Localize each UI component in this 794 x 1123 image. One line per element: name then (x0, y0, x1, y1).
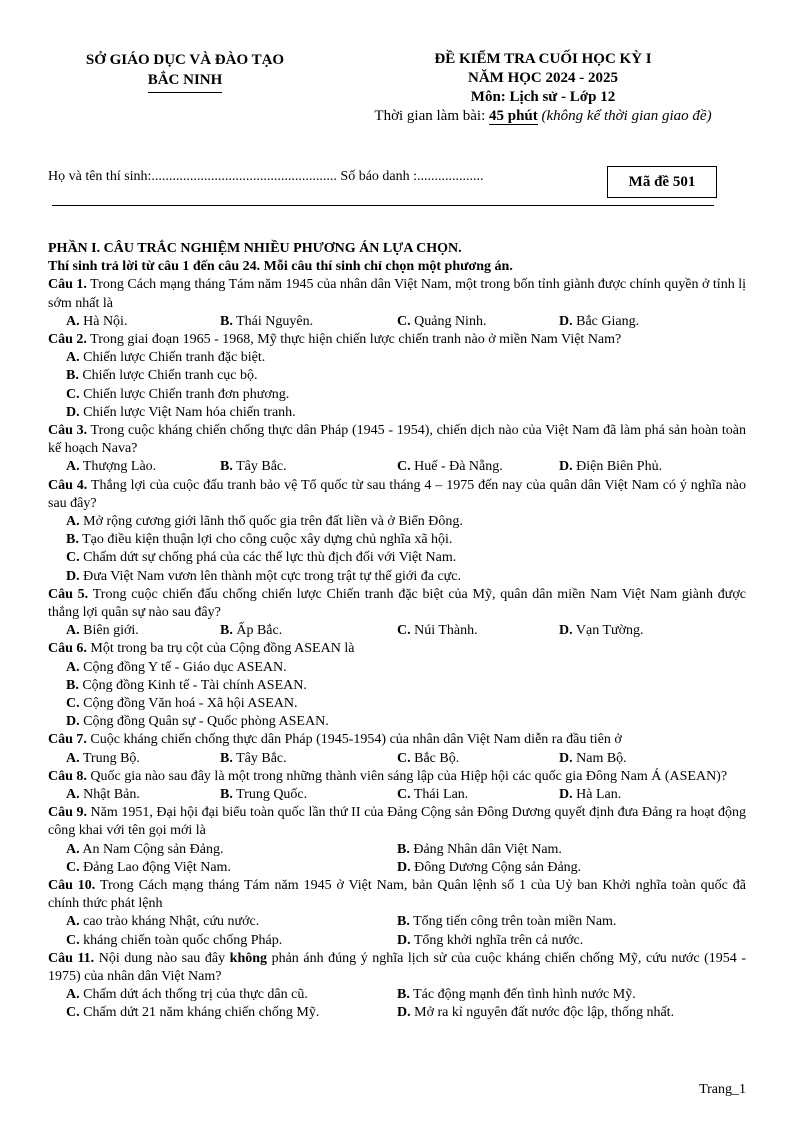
option-text: Cộng đồng Y tế - Giáo dục ASEAN. (79, 659, 287, 675)
option-text: Vạn Tường. (572, 623, 644, 639)
question-number: Câu 4. (48, 477, 88, 493)
option-text: Bắc Bộ. (410, 750, 460, 766)
answer-option (48, 713, 746, 731)
option-label: A. (66, 750, 80, 766)
question-5 (48, 586, 746, 641)
option-text: Chấm dứt ách thống trị của thực dân cũ. (79, 987, 308, 1003)
question-text: Quốc gia nào sau đây là một trong những thành viên sáng lập của Hiệp hội các quốc gia Đông Nam Á (ASEAN)? (86, 768, 728, 784)
answer-option (559, 786, 621, 804)
answer-option (220, 786, 307, 804)
question-stem (48, 804, 746, 840)
answer-option (66, 750, 140, 768)
question-stem (48, 422, 746, 458)
answer-option (559, 458, 662, 476)
answer-option (66, 986, 308, 1004)
answer-option (48, 659, 746, 677)
option-label: C. (66, 386, 80, 402)
option-label: B. (220, 623, 233, 639)
option-label: B. (66, 532, 79, 548)
option-text: Đảng Nhân dân Việt Nam. (409, 841, 562, 857)
question-text: Thắng lợi của cuộc đấu tranh bảo vệ Tổ quốc từ sau tháng 4 – 1975 đến nay của quân dân Việt Nam có ý nghĩa nào sau đây? (48, 477, 746, 511)
answer-option (220, 750, 287, 768)
option-label: B. (220, 459, 233, 475)
question-3 (48, 422, 746, 477)
option-text: Trung Bộ. (79, 750, 140, 766)
answer-option (397, 622, 478, 640)
question-text: Một trong ba trụ cột của Cộng đồng ASEAN là (86, 641, 355, 657)
option-label: D. (66, 714, 80, 730)
header-left (48, 50, 322, 93)
answer-option (397, 313, 486, 331)
option-label: A. (66, 459, 80, 475)
question-list (48, 276, 746, 1022)
question-number: Câu 5. (48, 586, 89, 602)
answer-option (559, 313, 639, 331)
option-text: Nhật Bản. (79, 787, 140, 803)
question-number: Câu 6. (48, 641, 87, 657)
option-label: B. (66, 677, 79, 693)
question-1 (48, 276, 746, 331)
option-text: Cộng đồng Văn hoá - Xã hội ASEAN. (79, 696, 298, 712)
answer-option (397, 841, 562, 859)
option-label: A. (66, 914, 80, 930)
answer-option (48, 386, 746, 404)
answer-row (48, 841, 746, 859)
option-label: A. (66, 623, 80, 639)
option-label: C. (66, 1005, 80, 1021)
answer-option (66, 859, 231, 877)
question-text: Cuộc kháng chiến chống thực dân Pháp (1945-1954) của nhân dân Việt Nam diễn ra đầu tiên ở (86, 732, 622, 748)
question-6 (48, 640, 746, 731)
option-label: B. (220, 313, 233, 329)
option-label: C. (66, 859, 80, 875)
question-8 (48, 768, 746, 804)
option-label: A. (66, 987, 80, 1003)
answer-option (66, 1004, 319, 1022)
option-label: C. (397, 459, 411, 475)
option-label: C. (397, 313, 411, 329)
option-label: D. (559, 313, 573, 329)
option-label: D. (559, 459, 573, 475)
option-label: B. (397, 841, 410, 857)
answer-option (559, 622, 644, 640)
option-text: Huế - Đà Nẵng. (410, 459, 503, 475)
header-right (340, 50, 746, 126)
option-text: Đưa Việt Nam vươn lên thành một cực trong trật tự thế giới đa cực. (79, 568, 461, 584)
question-stem (48, 477, 746, 513)
question-text: Trong Cách mạng tháng Tám năm 1945 ở Việt Nam, bản Quân lệnh số 1 của Uỷ ban Khởi nghĩa toàn quốc đã chính thức phát lệnh (48, 878, 746, 912)
option-text: Đảng Lao động Việt Nam. (79, 859, 231, 875)
answer-option (48, 349, 746, 367)
answer-option (220, 458, 287, 476)
question-9 (48, 804, 746, 877)
question-text: Năm 1951, Đại hội đại biểu toàn quốc lần thứ II của Đảng Cộng sản Đông Dương quyết định đưa Đảng ra hoạt động công khai với tên gọi mới là (48, 805, 746, 839)
question-stem (48, 950, 746, 986)
exam-code-box: Mã đề 501 (607, 166, 717, 198)
answer-option (66, 622, 139, 640)
option-label: D. (66, 568, 80, 584)
option-label: C. (397, 750, 411, 766)
answer-option (48, 695, 746, 713)
answer-option (48, 568, 746, 586)
question-11 (48, 950, 746, 1023)
subject-line: Môn: Lịch sử - Lớp 12 (470, 89, 616, 105)
question-emphasis: không (229, 950, 268, 966)
option-text: Tổng tiến công trên toàn miền Nam. (409, 914, 617, 930)
option-text: An Nam Cộng sản Đảng. (79, 841, 224, 857)
question-number: Câu 11. (48, 950, 95, 966)
option-text: Chấm dứt 21 năm kháng chiến chống Mỹ. (79, 1005, 320, 1021)
answer-option (220, 622, 282, 640)
question-stem (48, 276, 746, 312)
option-text: kháng chiến toàn quốc chống Pháp. (79, 932, 283, 948)
answer-row (48, 786, 746, 804)
answer-row (48, 750, 746, 768)
question-number: Câu 1. (48, 277, 87, 293)
answer-row (48, 859, 746, 877)
answer-option (66, 458, 156, 476)
answer-row (48, 622, 746, 640)
option-label: C. (66, 932, 80, 948)
option-text: Chiến lược Chiến tranh đơn phương. (79, 386, 290, 402)
option-label: D. (397, 859, 411, 875)
option-text: Ấp Bắc. (232, 623, 283, 639)
question-text: Trong giai đoạn 1965 - 1968, Mỹ thực hiện chiến lược chiến tranh nào ở miền Nam Việt Nam? (86, 332, 622, 347)
option-label: B. (220, 750, 233, 766)
option-label: D. (66, 404, 80, 420)
answer-option (397, 786, 468, 804)
answer-row (48, 313, 746, 331)
option-text: Tạo điều kiện thuận lợi cho công cuộc xây dựng chủ nghĩa xã hội. (78, 532, 453, 548)
option-text: Hà Nội. (79, 313, 128, 329)
question-text: Trong cuộc chiến đấu chống chiến lược Chiến tranh đặc biệt của Mỹ, quân dân miền Nam Việt Nam giành được thắng lợi quân sự nào sau đây? (48, 586, 746, 621)
answer-option (66, 841, 224, 859)
answer-option (48, 367, 746, 385)
option-text: Núi Thành. (410, 623, 478, 639)
answer-option (48, 404, 746, 422)
option-text: Thái Lan. (410, 787, 469, 803)
question-number: Câu 7. (48, 732, 87, 748)
option-label: C. (66, 696, 80, 712)
candidate-info-line: Họ và tên thí sinh:..................................................... Số báo danh :................... (48, 169, 484, 184)
time-line (340, 107, 746, 126)
option-text: Tây Bắc. (232, 459, 287, 475)
header-divider (52, 205, 714, 206)
option-label: A. (66, 350, 80, 366)
page-number: Trang_1 (699, 1082, 746, 1097)
option-label: A. (66, 514, 80, 530)
option-label: D. (559, 787, 573, 803)
question-stem (48, 768, 746, 786)
option-text: Bắc Giang. (572, 313, 640, 329)
option-text: Hà Lan. (572, 787, 622, 803)
option-text: Tổng khởi nghĩa trên cả nước. (410, 932, 584, 948)
option-label: B. (66, 368, 79, 384)
answer-row (48, 986, 746, 1004)
answer-row (48, 1004, 746, 1022)
option-text: Quảng Ninh. (410, 313, 487, 329)
answer-option (48, 531, 746, 549)
question-number: Câu 10. (48, 878, 96, 893)
answer-option (397, 986, 636, 1004)
answer-option (397, 913, 616, 931)
option-text: Mở rộng cương giới lãnh thổ quốc gia trên đất liền và ở Biển Đông. (79, 514, 463, 530)
part-title: PHẦN I. CÂU TRẮC NGHIỆM NHIỀU PHƯƠNG ÁN LỰA CHỌN. (48, 241, 462, 256)
answer-option (397, 932, 583, 950)
question-4 (48, 477, 746, 586)
option-text: Thượng Lào. (79, 459, 157, 475)
option-text: cao trào kháng Nhật, cứu nước. (79, 914, 260, 930)
question-number: Câu 8. (48, 768, 87, 784)
answer-option (397, 750, 459, 768)
option-text: Mở ra kỉ nguyên đất nước độc lập, thống nhất. (410, 1005, 675, 1021)
question-text: Nội dung nào sau đây (94, 950, 230, 966)
option-text: Cộng đồng Kinh tế - Tài chính ASEAN. (78, 677, 307, 693)
answer-option (66, 786, 140, 804)
time-prefix: Thời gian làm bài: (374, 108, 489, 124)
answer-row (48, 913, 746, 931)
answer-option (397, 859, 581, 877)
option-text: Chiến lược Chiến tranh cục bộ. (78, 368, 258, 384)
option-text: Đông Dương Cộng sản Đảng. (410, 859, 582, 875)
time-note: (không kể thời gian giao đề) (537, 108, 712, 124)
question-text: Trong Cách mạng tháng Tám năm 1945 của nhân dân Việt Nam, một trong bốn tỉnh giành được chính quyền ở tỉnh lị sớm nhất là (48, 277, 746, 311)
answer-option (220, 313, 313, 331)
question-2 (48, 331, 746, 422)
option-text: Chấm dứt sự chống phá của các thế lực thù địch đối với Việt Nam. (79, 550, 457, 566)
answer-option (66, 313, 127, 331)
time-value: 45 phút (489, 108, 538, 124)
option-label: B. (220, 787, 233, 803)
question-number: Câu 2. (48, 332, 87, 347)
question-10 (48, 877, 746, 950)
option-text: Tây Bắc. (232, 750, 287, 766)
answer-option (48, 513, 746, 531)
exam-title: ĐỀ KIỂM TRA CUỐI HỌC KỲ I (434, 51, 652, 67)
option-label: A. (66, 841, 80, 857)
answer-option (48, 549, 746, 567)
answer-option (66, 913, 259, 931)
option-label: B. (397, 987, 410, 1003)
option-label: D. (397, 1005, 411, 1021)
question-text: phản ánh đúng ý nghĩa lịch sử của cuộc kháng chiến chống Mỹ, cứu nước (1954 - 1975) của nhân dân Việt Nam? (48, 950, 746, 984)
question-stem (48, 640, 746, 658)
province-name: BẮC NINH (148, 70, 223, 93)
school-year: NĂM HỌC 2024 - 2025 (468, 70, 618, 86)
option-text: Thái Nguyên. (232, 313, 314, 329)
answer-row (48, 932, 746, 950)
option-label: C. (397, 623, 411, 639)
answer-option (397, 1004, 674, 1022)
option-label: D. (559, 750, 573, 766)
answer-row (48, 458, 746, 476)
question-text: Trong cuộc kháng chiến chống thực dân Pháp (1945 - 1954), chiến dịch nào của Việt Nam đã làm phá sản hoàn toàn kế hoạch Nava? (48, 423, 746, 457)
question-stem (48, 877, 746, 913)
option-text: Nam Bộ. (572, 750, 627, 766)
option-text: Tác động mạnh đến tình hình nước Mỹ. (409, 987, 636, 1003)
option-label: A. (66, 313, 80, 329)
answer-option (48, 677, 746, 695)
question-stem (48, 731, 746, 749)
exam-body (48, 240, 746, 1023)
department-name: SỞ GIÁO DỤC VÀ ĐÀO TẠO (85, 52, 285, 68)
part-instruction: Thí sinh trả lời từ câu 1 đến câu 24. Mỗi câu thí sinh chỉ chọn một phương án. (48, 259, 513, 275)
answer-option (66, 932, 282, 950)
option-text: Biên giới. (79, 623, 139, 639)
option-label: D. (397, 932, 411, 948)
question-number: Câu 3. (48, 423, 88, 439)
option-label: C. (397, 787, 411, 803)
question-stem (48, 586, 746, 622)
option-text: Chiến lược Việt Nam hóa chiến tranh. (79, 404, 296, 420)
option-label: C. (66, 550, 80, 566)
answer-option (397, 458, 503, 476)
option-text: Chiến lược Chiến tranh đặc biệt. (79, 350, 266, 366)
option-label: B. (397, 914, 410, 930)
answer-option (559, 750, 627, 768)
option-text: Điện Biên Phủ. (572, 459, 663, 475)
option-text: Trung Quốc. (232, 787, 308, 803)
option-text: Cộng đồng Quân sự - Quốc phòng ASEAN. (79, 714, 329, 730)
question-number: Câu 9. (48, 805, 87, 821)
question-7 (48, 731, 746, 767)
option-label: A. (66, 787, 80, 803)
option-label: A. (66, 659, 80, 675)
option-label: D. (559, 623, 573, 639)
question-stem (48, 331, 746, 349)
